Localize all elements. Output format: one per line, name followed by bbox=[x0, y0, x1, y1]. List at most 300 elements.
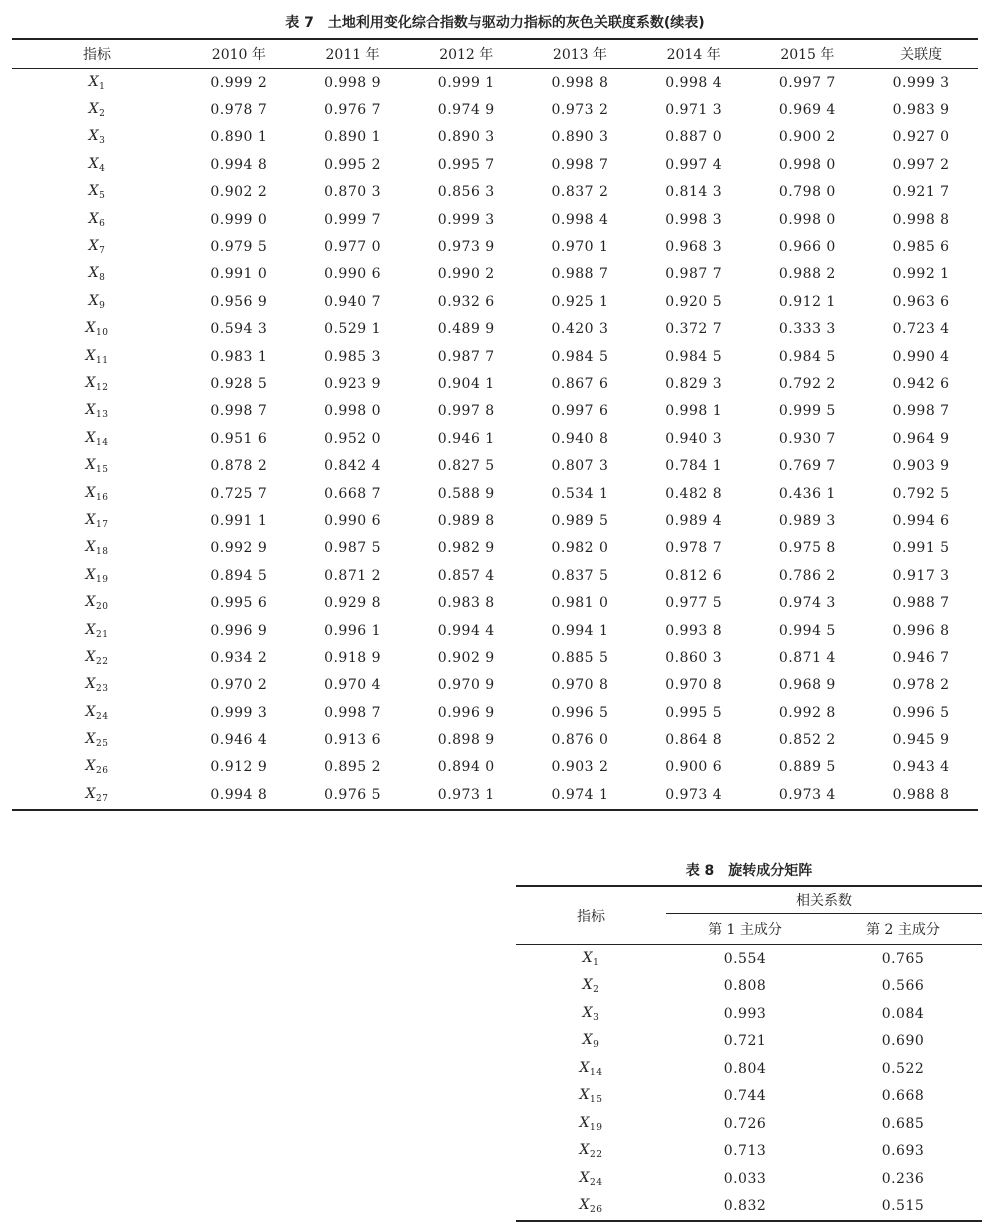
indicator-symbol: X bbox=[85, 758, 96, 775]
value-cell: 0.889 5 bbox=[778, 759, 836, 776]
value-cell: 0.990 6 bbox=[324, 266, 382, 283]
value-cell: 0.932 6 bbox=[437, 293, 495, 310]
indicator-subscript: 5 bbox=[99, 191, 106, 202]
indicator-symbol: X bbox=[579, 1087, 590, 1104]
indicator-subscript: 2 bbox=[99, 109, 106, 120]
indicator-subscript: 18 bbox=[96, 547, 109, 558]
value-cell: 0.997 2 bbox=[892, 156, 950, 173]
value-cell: 0.975 8 bbox=[778, 540, 836, 557]
value-cell: 0.929 8 bbox=[324, 595, 382, 612]
value-cell: 0.693 bbox=[881, 1143, 925, 1160]
value-cell: 0.987 5 bbox=[324, 540, 382, 557]
indicator-subscript: 22 bbox=[96, 656, 109, 667]
table-row bbox=[12, 316, 978, 343]
indicator-symbol: X bbox=[85, 347, 96, 364]
value-cell: 0.994 5 bbox=[778, 622, 836, 639]
table-row bbox=[516, 1165, 982, 1193]
indicator-symbol: X bbox=[85, 566, 96, 583]
table-row bbox=[12, 480, 978, 507]
value-cell: 0.997 4 bbox=[665, 156, 723, 173]
table-row bbox=[12, 343, 978, 370]
value-cell: 0.837 2 bbox=[551, 184, 609, 201]
indicator-cell bbox=[12, 343, 182, 370]
value-cell: 0.903 2 bbox=[551, 759, 609, 776]
indicator-symbol: X bbox=[85, 731, 96, 748]
indicator-subscript: 3 bbox=[593, 1012, 600, 1023]
indicator-cell bbox=[12, 562, 182, 589]
value-cell: 0.952 0 bbox=[324, 430, 382, 447]
value-cell: 0.994 1 bbox=[551, 622, 609, 639]
value-cell: 0.998 0 bbox=[778, 156, 836, 173]
value-cell: 0.993 bbox=[723, 1005, 767, 1022]
indicator-cell bbox=[12, 288, 182, 315]
value-cell: 0.978 2 bbox=[892, 677, 950, 694]
value-cell: 0.033 bbox=[723, 1170, 767, 1187]
value-cell: 0.989 3 bbox=[778, 512, 836, 529]
value-cell: 0.588 9 bbox=[437, 485, 495, 502]
value-cell: 0.976 5 bbox=[324, 786, 382, 803]
indicator-cell bbox=[516, 973, 666, 1001]
indicator-subscript: 11 bbox=[96, 355, 109, 366]
indicator-cell bbox=[12, 398, 182, 425]
indicator-cell bbox=[516, 945, 666, 973]
table-row bbox=[12, 726, 978, 753]
indicator-cell bbox=[516, 1000, 666, 1028]
value-cell: 0.917 3 bbox=[892, 567, 950, 584]
table7-caption: 表 7 土地利用变化综合指数与驱动力指标的灰色关联度系数(续表) bbox=[285, 15, 705, 31]
indicator-subscript: 15 bbox=[590, 1095, 603, 1106]
indicator-subscript: 1 bbox=[99, 81, 106, 92]
value-cell: 0.895 2 bbox=[324, 759, 382, 776]
table-row bbox=[12, 699, 978, 726]
value-cell: 0.981 0 bbox=[551, 595, 609, 612]
indicator-cell bbox=[12, 672, 182, 699]
value-cell: 0.968 9 bbox=[778, 677, 836, 694]
table-row bbox=[12, 370, 978, 397]
value-cell: 0.946 7 bbox=[892, 649, 950, 666]
table-row bbox=[516, 1083, 982, 1111]
value-cell: 0.726 bbox=[723, 1115, 767, 1132]
value-cell: 0.973 4 bbox=[778, 786, 836, 803]
indicator-subscript: 14 bbox=[590, 1067, 603, 1078]
value-cell: 0.970 8 bbox=[551, 677, 609, 694]
table-row bbox=[12, 288, 978, 315]
table-row bbox=[12, 179, 978, 206]
value-cell: 0.970 4 bbox=[324, 677, 382, 694]
indicator-symbol: X bbox=[582, 977, 594, 994]
table-row bbox=[12, 206, 978, 233]
indicator-subscript: 26 bbox=[96, 766, 109, 777]
indicator-subscript: 2 bbox=[593, 985, 600, 996]
value-cell: 0.999 7 bbox=[324, 211, 382, 228]
value-cell: 0.995 7 bbox=[437, 156, 495, 173]
value-cell: 0.890 1 bbox=[210, 129, 268, 146]
value-cell: 0.940 7 bbox=[324, 293, 382, 310]
value-cell: 0.534 1 bbox=[551, 485, 609, 502]
value-cell: 0.333 3 bbox=[778, 321, 836, 338]
value-cell: 0.995 5 bbox=[665, 704, 723, 721]
indicator-cell bbox=[516, 1083, 666, 1111]
indicator-subscript: 20 bbox=[96, 602, 109, 613]
value-cell: 0.984 5 bbox=[778, 348, 836, 365]
value-cell: 0.792 2 bbox=[778, 375, 836, 392]
value-cell: 0.998 3 bbox=[665, 211, 723, 228]
value-cell: 0.920 5 bbox=[665, 293, 723, 310]
value-cell: 0.887 0 bbox=[665, 129, 723, 146]
value-cell: 0.992 1 bbox=[892, 266, 950, 283]
indicator-cell bbox=[516, 1138, 666, 1166]
header-indicator: 指标 bbox=[83, 47, 111, 63]
value-cell: 0.554 bbox=[723, 950, 767, 967]
indicator-cell bbox=[12, 425, 182, 452]
value-cell: 0.792 5 bbox=[892, 485, 950, 502]
value-cell: 0.970 2 bbox=[210, 677, 268, 694]
value-cell: 0.852 2 bbox=[778, 732, 836, 749]
header-principal-component-2: 第 2 主成分 bbox=[866, 922, 940, 938]
value-cell: 0.829 3 bbox=[665, 375, 723, 392]
value-cell: 0.786 2 bbox=[778, 567, 836, 584]
value-cell: 0.943 4 bbox=[892, 759, 950, 776]
indicator-subscript: 26 bbox=[590, 1205, 603, 1216]
value-cell: 0.968 3 bbox=[665, 239, 723, 256]
value-cell: 0.668 7 bbox=[324, 485, 382, 502]
table-row bbox=[12, 507, 978, 534]
indicator-symbol: X bbox=[88, 210, 100, 227]
value-cell: 0.946 1 bbox=[437, 430, 495, 447]
value-cell: 0.690 bbox=[881, 1033, 925, 1050]
value-cell: 0.668 bbox=[881, 1088, 925, 1105]
indicator-symbol: X bbox=[85, 648, 96, 665]
indicator-subscript: 19 bbox=[96, 574, 109, 585]
indicator-cell bbox=[12, 316, 182, 343]
value-cell: 0.990 2 bbox=[437, 266, 495, 283]
indicator-cell bbox=[12, 480, 182, 507]
value-cell: 0.814 3 bbox=[665, 184, 723, 201]
table-row bbox=[516, 945, 982, 973]
value-cell: 0.997 7 bbox=[778, 74, 836, 91]
table-row bbox=[12, 589, 978, 616]
indicator-symbol: X bbox=[579, 1197, 590, 1214]
value-cell: 0.982 9 bbox=[437, 540, 495, 557]
indicator-symbol: X bbox=[85, 676, 96, 693]
value-cell: 0.685 bbox=[881, 1115, 925, 1132]
value-cell: 0.765 bbox=[881, 950, 925, 967]
value-cell: 0.999 3 bbox=[210, 704, 268, 721]
value-cell: 0.236 bbox=[881, 1170, 925, 1187]
value-cell: 0.999 2 bbox=[210, 74, 268, 91]
indicator-cell bbox=[516, 1165, 666, 1193]
value-cell: 0.973 4 bbox=[665, 786, 723, 803]
value-cell: 0.420 3 bbox=[551, 321, 609, 338]
value-cell: 0.890 3 bbox=[437, 129, 495, 146]
indicator-cell bbox=[516, 1110, 666, 1138]
header-2013: 2013 年 bbox=[552, 47, 607, 63]
header-2010: 2010 年 bbox=[211, 47, 266, 63]
indicator-cell bbox=[12, 507, 182, 534]
value-cell: 0.973 1 bbox=[437, 786, 495, 803]
value-cell: 0.985 6 bbox=[892, 239, 950, 256]
value-cell: 0.971 3 bbox=[665, 102, 723, 119]
value-cell: 0.951 6 bbox=[210, 430, 268, 447]
value-cell: 0.978 7 bbox=[665, 540, 723, 557]
value-cell: 0.988 7 bbox=[551, 266, 609, 283]
value-cell: 0.977 5 bbox=[665, 595, 723, 612]
value-cell: 0.894 0 bbox=[437, 759, 495, 776]
indicator-subscript: 9 bbox=[593, 1040, 600, 1051]
indicator-symbol: X bbox=[582, 1032, 594, 1049]
value-cell: 0.995 6 bbox=[210, 595, 268, 612]
value-cell: 0.998 9 bbox=[324, 74, 382, 91]
header-2015: 2015 年 bbox=[780, 47, 835, 63]
value-cell: 0.900 6 bbox=[665, 759, 723, 776]
indicator-symbol: X bbox=[85, 621, 96, 638]
indicator-subscript: 19 bbox=[590, 1122, 603, 1133]
indicator-subscript: 14 bbox=[96, 437, 109, 448]
indicator-cell bbox=[12, 781, 182, 809]
value-cell: 0.721 bbox=[723, 1033, 767, 1050]
value-cell: 0.864 8 bbox=[665, 732, 723, 749]
header-2014: 2014 年 bbox=[666, 47, 721, 63]
table-row bbox=[12, 151, 978, 178]
table8-caption: 表 8 旋转成分矩阵 bbox=[685, 863, 813, 879]
table7-header-row bbox=[12, 39, 978, 69]
indicator-subscript: 3 bbox=[99, 136, 106, 147]
value-cell: 0.978 7 bbox=[210, 102, 268, 119]
indicator-symbol: X bbox=[85, 457, 96, 474]
indicator-cell bbox=[12, 151, 182, 178]
indicator-symbol: X bbox=[88, 183, 100, 200]
table-row bbox=[516, 1110, 982, 1138]
value-cell: 0.987 7 bbox=[437, 348, 495, 365]
indicator-cell bbox=[12, 726, 182, 753]
indicator-cell bbox=[12, 535, 182, 562]
value-cell: 0.921 7 bbox=[892, 184, 950, 201]
value-cell: 0.998 7 bbox=[210, 403, 268, 420]
value-cell: 0.594 3 bbox=[210, 321, 268, 338]
value-cell: 0.973 9 bbox=[437, 239, 495, 256]
value-cell: 0.998 8 bbox=[551, 74, 609, 91]
value-cell: 0.998 0 bbox=[324, 403, 382, 420]
indicator-symbol: X bbox=[85, 511, 96, 528]
indicator-subscript: 21 bbox=[96, 629, 109, 640]
value-cell: 0.996 1 bbox=[324, 622, 382, 639]
indicator-cell bbox=[12, 69, 182, 97]
indicator-cell bbox=[12, 96, 182, 123]
value-cell: 0.482 8 bbox=[665, 485, 723, 502]
value-cell: 0.871 2 bbox=[324, 567, 382, 584]
indicator-subscript: 12 bbox=[96, 382, 109, 393]
value-cell: 0.988 2 bbox=[778, 266, 836, 283]
value-cell: 0.997 6 bbox=[551, 403, 609, 420]
value-cell: 0.842 4 bbox=[324, 458, 382, 475]
value-cell: 0.878 2 bbox=[210, 458, 268, 475]
value-cell: 0.996 8 bbox=[892, 622, 950, 639]
value-cell: 0.871 4 bbox=[778, 649, 836, 666]
value-cell: 0.918 9 bbox=[324, 649, 382, 666]
indicator-cell bbox=[12, 370, 182, 397]
value-cell: 0.991 0 bbox=[210, 266, 268, 283]
value-cell: 0.996 5 bbox=[551, 704, 609, 721]
value-cell: 0.946 4 bbox=[210, 732, 268, 749]
indicator-symbol: X bbox=[88, 101, 100, 118]
indicator-symbol: X bbox=[88, 155, 100, 172]
indicator-symbol: X bbox=[582, 1004, 594, 1021]
table-row bbox=[516, 1055, 982, 1083]
indicator-subscript: 22 bbox=[590, 1150, 603, 1161]
indicator-symbol: X bbox=[579, 1169, 590, 1186]
value-cell: 0.923 9 bbox=[324, 375, 382, 392]
value-cell: 0.902 2 bbox=[210, 184, 268, 201]
table-row bbox=[516, 1000, 982, 1028]
table7-body bbox=[12, 69, 978, 810]
value-cell: 0.890 3 bbox=[551, 129, 609, 146]
header-2011: 2011 年 bbox=[325, 47, 380, 63]
table-row bbox=[12, 425, 978, 452]
table-row bbox=[12, 124, 978, 151]
value-cell: 0.989 4 bbox=[665, 512, 723, 529]
value-cell: 0.784 1 bbox=[665, 458, 723, 475]
value-cell: 0.999 3 bbox=[892, 74, 950, 91]
value-cell: 0.998 7 bbox=[551, 156, 609, 173]
value-cell: 0.979 5 bbox=[210, 239, 268, 256]
value-cell: 0.942 6 bbox=[892, 375, 950, 392]
value-cell: 0.999 5 bbox=[778, 403, 836, 420]
table-row bbox=[12, 754, 978, 781]
value-cell: 0.999 1 bbox=[437, 74, 495, 91]
value-cell: 0.998 4 bbox=[665, 74, 723, 91]
indicator-symbol: X bbox=[85, 402, 96, 419]
value-cell: 0.928 5 bbox=[210, 375, 268, 392]
value-cell: 0.912 1 bbox=[778, 293, 836, 310]
value-cell: 0.913 6 bbox=[324, 732, 382, 749]
value-cell: 0.991 1 bbox=[210, 512, 268, 529]
value-cell: 0.956 9 bbox=[210, 293, 268, 310]
value-cell: 0.985 3 bbox=[324, 348, 382, 365]
value-cell: 0.744 bbox=[723, 1088, 767, 1105]
value-cell: 0.827 5 bbox=[437, 458, 495, 475]
value-cell: 0.860 3 bbox=[665, 649, 723, 666]
value-cell: 0.372 7 bbox=[665, 321, 723, 338]
indicator-subscript: 16 bbox=[96, 492, 109, 503]
value-cell: 0.974 1 bbox=[551, 786, 609, 803]
value-cell: 0.998 4 bbox=[551, 211, 609, 228]
table7-grey-relational-coefficients bbox=[12, 38, 978, 811]
indicator-cell bbox=[516, 1055, 666, 1083]
value-cell: 0.867 6 bbox=[551, 375, 609, 392]
indicator-cell bbox=[12, 206, 182, 233]
value-cell: 0.969 4 bbox=[778, 102, 836, 119]
indicator-cell bbox=[12, 452, 182, 479]
indicator-subscript: 17 bbox=[96, 519, 109, 530]
value-cell: 0.988 8 bbox=[892, 786, 950, 803]
indicator-cell bbox=[12, 699, 182, 726]
value-cell: 0.998 1 bbox=[665, 403, 723, 420]
table-row bbox=[12, 617, 978, 644]
value-cell: 0.725 7 bbox=[210, 485, 268, 502]
indicator-symbol: X bbox=[88, 292, 100, 309]
value-cell: 0.997 8 bbox=[437, 403, 495, 420]
indicator-symbol: X bbox=[88, 73, 100, 90]
indicator-symbol: X bbox=[85, 785, 96, 802]
indicator-subscript: 8 bbox=[99, 273, 106, 284]
value-cell: 0.964 9 bbox=[892, 430, 950, 447]
table-row bbox=[12, 672, 978, 699]
value-cell: 0.996 5 bbox=[892, 704, 950, 721]
indicator-symbol: X bbox=[579, 1059, 590, 1076]
indicator-symbol: X bbox=[88, 238, 100, 255]
table-row bbox=[12, 644, 978, 671]
indicator-subscript: 15 bbox=[96, 465, 109, 476]
indicator-cell bbox=[516, 1028, 666, 1056]
indicator-subscript: 1 bbox=[593, 957, 600, 968]
value-cell: 0.566 bbox=[881, 978, 925, 995]
value-cell: 0.804 bbox=[723, 1060, 767, 1077]
indicator-symbol: X bbox=[88, 128, 100, 145]
value-cell: 0.529 1 bbox=[324, 321, 382, 338]
value-cell: 0.988 7 bbox=[892, 595, 950, 612]
value-cell: 0.982 0 bbox=[551, 540, 609, 557]
value-cell: 0.084 bbox=[881, 1005, 925, 1022]
indicator-subscript: 24 bbox=[96, 711, 109, 722]
value-cell: 0.856 3 bbox=[437, 184, 495, 201]
indicator-subscript: 25 bbox=[96, 739, 109, 750]
value-cell: 0.837 5 bbox=[551, 567, 609, 584]
value-cell: 0.723 4 bbox=[892, 321, 950, 338]
table-row bbox=[12, 69, 978, 97]
value-cell: 0.973 2 bbox=[551, 102, 609, 119]
indicator-symbol: X bbox=[88, 265, 100, 282]
indicator-cell bbox=[12, 261, 182, 288]
value-cell: 0.966 0 bbox=[778, 239, 836, 256]
indicator-subscript: 13 bbox=[96, 410, 109, 421]
value-cell: 0.436 1 bbox=[778, 485, 836, 502]
table-row bbox=[12, 96, 978, 123]
value-cell: 0.989 8 bbox=[437, 512, 495, 529]
indicator-subscript: 10 bbox=[96, 328, 109, 339]
value-cell: 0.974 9 bbox=[437, 102, 495, 119]
value-cell: 0.984 5 bbox=[551, 348, 609, 365]
indicator-cell bbox=[12, 179, 182, 206]
value-cell: 0.998 8 bbox=[892, 211, 950, 228]
value-cell: 0.812 6 bbox=[665, 567, 723, 584]
value-cell: 0.807 3 bbox=[551, 458, 609, 475]
value-cell: 0.898 9 bbox=[437, 732, 495, 749]
value-cell: 0.992 9 bbox=[210, 540, 268, 557]
indicator-symbol: X bbox=[85, 539, 96, 556]
value-cell: 0.974 3 bbox=[778, 595, 836, 612]
indicator-subscript: 7 bbox=[99, 246, 106, 257]
indicator-cell bbox=[12, 124, 182, 151]
value-cell: 0.970 9 bbox=[437, 677, 495, 694]
value-cell: 0.996 9 bbox=[437, 704, 495, 721]
indicator-subscript: 9 bbox=[99, 300, 106, 311]
value-cell: 0.900 2 bbox=[778, 129, 836, 146]
indicator-symbol: X bbox=[85, 320, 96, 337]
value-cell: 0.945 9 bbox=[892, 732, 950, 749]
value-cell: 0.940 3 bbox=[665, 430, 723, 447]
value-cell: 0.890 1 bbox=[324, 129, 382, 146]
value-cell: 0.991 5 bbox=[892, 540, 950, 557]
value-cell: 0.930 7 bbox=[778, 430, 836, 447]
indicator-cell bbox=[516, 1193, 666, 1222]
indicator-cell bbox=[12, 233, 182, 260]
value-cell: 0.995 2 bbox=[324, 156, 382, 173]
indicator-symbol: X bbox=[579, 1142, 590, 1159]
value-cell: 0.998 0 bbox=[778, 211, 836, 228]
indicator-symbol: X bbox=[85, 429, 96, 446]
value-cell: 0.489 9 bbox=[437, 321, 495, 338]
value-cell: 0.998 7 bbox=[324, 704, 382, 721]
